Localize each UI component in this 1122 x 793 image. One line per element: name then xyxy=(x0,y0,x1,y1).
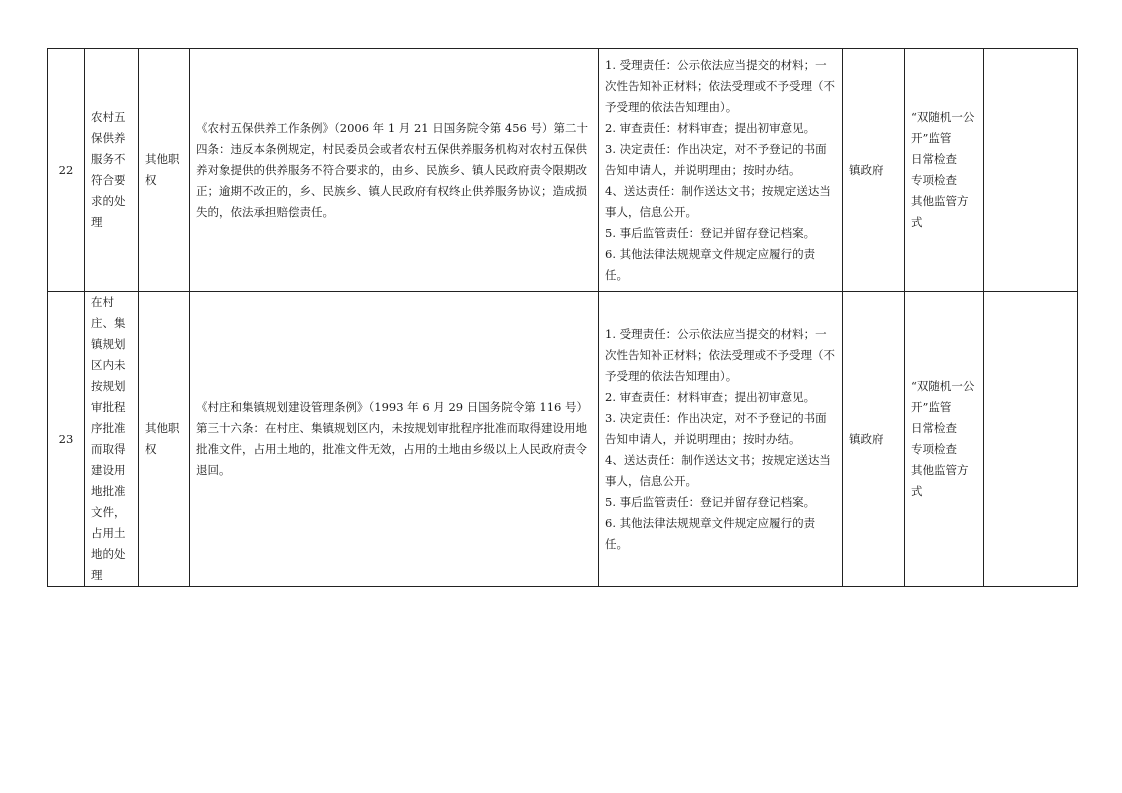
supervision-method-text: “双随机一公开”监管 日常检查 专项检查 其他监管方式 xyxy=(911,379,975,498)
power-type-text: 其他职权 xyxy=(145,421,180,456)
responsible-subject: 镇政府 xyxy=(843,49,905,292)
legal-basis-text: 《农村五保供养工作条例》（2006 年 1 月 21 日国务院令第 456 号）第二十四条：违反本条例规定，村民委员会或者农村五保供养服务机构对农村五保供养对象提供的供养服务不符合要求的，由乡、民族乡、镇人民政府责令限期改正；逾期不改正的，乡、民族乡、镇人民政府有权终止供养服务协议；造成损失的，依法承担赔偿责任。 xyxy=(196,120,589,219)
row-number: 23 xyxy=(48,292,85,587)
power-list-table xyxy=(47,48,1078,587)
table-row xyxy=(48,292,1078,587)
item-name-text: 在村庄、集镇规划区内未按规划审批程序批准而取得建设用地批准文件，占用土地的处理 xyxy=(91,295,126,582)
supervision-method-text: “双随机一公开”监管 日常检查 专项检查 其他监管方式 xyxy=(911,110,975,229)
power-type xyxy=(139,292,190,587)
responsibilities xyxy=(599,49,843,292)
legal-basis xyxy=(190,49,599,292)
item-name-text: 农村五保供养服务不符合要求的处理 xyxy=(91,110,126,229)
legal-basis-text: 《村庄和集镇规划建设管理条例》（1993 年 6 月 29 日国务院令第 116 号）第三十六条：在村庄、集镇规划区内，未按规划审批程序批准而取得建设用地批准文件，占用土地的，批准文件无效，占用的土地由乡级以上人民政府责令退回。 xyxy=(196,400,589,477)
note-cell xyxy=(984,292,1078,587)
power-type-text: 其他职权 xyxy=(145,152,180,187)
responsibilities-text: 1. 受理责任：公示依法应当提交的材料；一次性告知补正材料；依法受理或不予受理（不予受理的依法告知理由）。 2. 审查责任：材料审查；提出初审意见。 3. 决定责任：作出决定，对不予登记的书面告知申请人，并说明理由；按时办结。 4、送达责任：制作送达文书；按规定送达当事人，信息公开。 5. 事后监管责任：登记并留存登记档案。 6. 其他法律法规规章文件规定应履行的责任。 xyxy=(605,326,835,551)
table-row xyxy=(48,49,1078,292)
item-name xyxy=(85,292,139,587)
power-type xyxy=(139,49,190,292)
supervision-method xyxy=(905,49,984,292)
legal-basis xyxy=(190,292,599,587)
supervision-method xyxy=(905,292,984,587)
responsibilities xyxy=(599,292,843,587)
row-number: 22 xyxy=(48,49,85,292)
note-cell xyxy=(984,49,1078,292)
responsible-subject: 镇政府 xyxy=(843,292,905,587)
responsibilities-text: 1. 受理责任：公示依法应当提交的材料；一次性告知补正材料；依法受理或不予受理（不予受理的依法告知理由）。 2. 审查责任：材料审查；提出初审意见。 3. 决定责任：作出决定，对不予登记的书面告知申请人，并说明理由；按时办结。 4、送达责任：制作送达文书；按规定送达当事人，信息公开。 5. 事后监管责任：登记并留存登记档案。 6. 其他法律法规规章文件规定应履行的责任。 xyxy=(605,57,835,282)
item-name xyxy=(85,49,139,292)
